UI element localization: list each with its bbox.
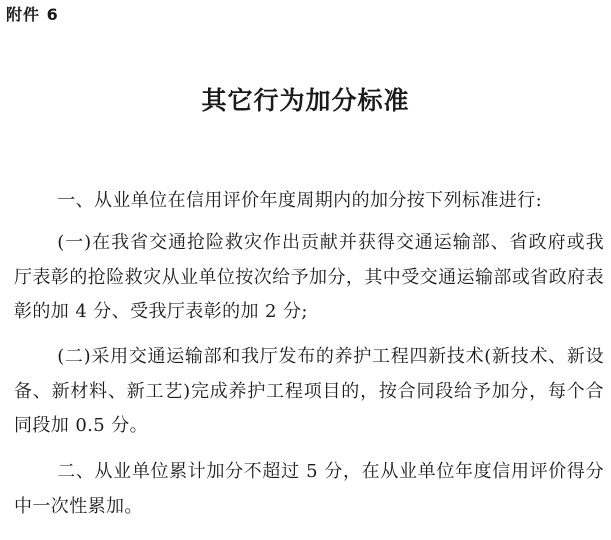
attachment-label: 附件 6 [6, 5, 59, 24]
body-section-3 [14, 340, 604, 444]
paragraph-intro: 一、从业单位在信用评价年度周期内的加分按下列标准进行: [57, 190, 543, 211]
paragraph-item-2: (二)采用交通运输部和我厅发布的养护工程四新技术(新技术、新设备、新材料、新工艺)完成养护工程项目的，按合同段给予加分，每个合同段加 0.5 分。 [14, 346, 604, 436]
paragraph-cap: 二、从业单位累计加分不超过 5 分，在从业单位年度信用评价得分中一次性累加。 [14, 461, 604, 517]
body-section-1 [14, 184, 604, 219]
document-title: 其它行为加分标准 [201, 86, 410, 115]
body-section-2 [14, 226, 604, 330]
paragraph-item-1: (一)在我省交通抢险救灾作出贡献并获得交通运输部、省政府或我厅表彰的抢险救灾从业单位按次给予加分，其中受交通运输部或省政府表彰的加 4 分、受我厅表彰的加 2 分; [14, 232, 604, 322]
body-section-4 [14, 455, 604, 524]
